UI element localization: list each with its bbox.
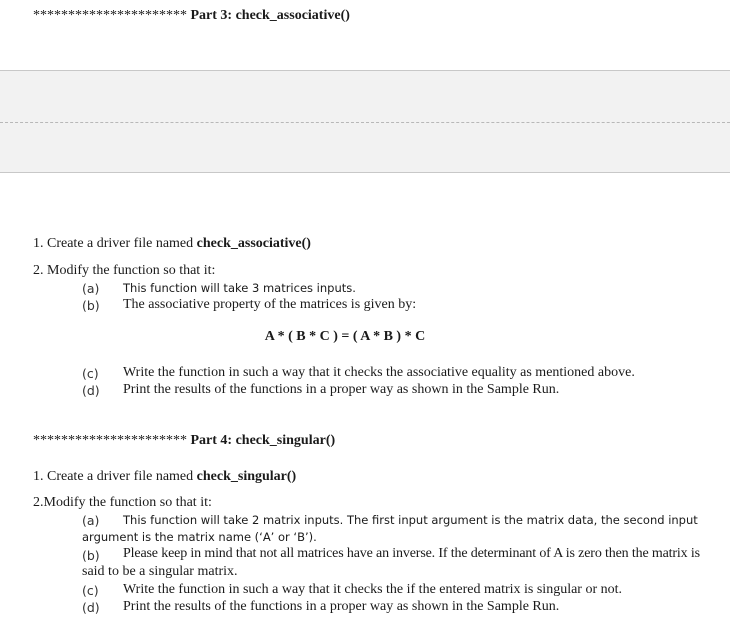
part4-step1-text: 1. Create a driver file named: [33, 469, 197, 484]
part3-item-b-text: The associative property of the matrices is given by:: [123, 297, 417, 312]
part3-item-d-mark: (d): [82, 383, 100, 398]
part4-item-d-mark: (d): [82, 600, 100, 615]
part3-item-b-mark: (b): [82, 298, 100, 313]
part4-item-d-text: Print the results of the functions in a proper way as shown in the Sample Run.: [123, 599, 560, 614]
part4-item-b-mark: (b): [82, 548, 100, 563]
part4-step1-function: check_singular(): [196, 469, 297, 484]
associative-formula: A * ( B * C ) = ( A * B ) * C: [264, 329, 426, 344]
band-divider: [0, 122, 730, 123]
part3-step2: 2. Modify the function so that it:: [33, 263, 216, 278]
part3-step1-text: 1. Create a driver file named: [33, 236, 197, 251]
part3-item-c-mark: (c): [82, 366, 99, 381]
part4-title: Part 4: check_singular(): [190, 433, 336, 448]
part4-item-b-cont: said to be a singular matrix.: [82, 564, 238, 579]
part3-item-a-mark: (a): [82, 281, 100, 296]
part4-item-b-text: Please keep in mind that not all matrices have an inverse. If the determinant of A is zero then the matrix is: [123, 546, 700, 561]
part4-item-a-cont: argument is the matrix name (‘A’ or ‘B’).: [82, 530, 317, 544]
part3-heading: [33, 8, 350, 24]
band-bottom-border: [0, 172, 730, 173]
part3-title: Part 3: check_associative(): [190, 8, 350, 23]
part4-item-a-text: This function will take 2 matrix inputs. The first input argument is the matrix data, the second input: [123, 513, 698, 527]
part4-step2: 2.Modify the function so that it:: [33, 495, 212, 510]
part4-item-c-mark: (c): [82, 583, 99, 598]
part3-item-d-text: Print the results of the functions in a proper way as shown in the Sample Run.: [123, 382, 560, 397]
part4-stars: **********************: [33, 433, 187, 448]
part4-heading: [33, 433, 335, 449]
part3-item-a-text: This function will take 3 matrices inputs.: [123, 281, 356, 295]
part3-step1-function: check_associative(): [196, 236, 311, 251]
part4-item-a-mark: (a): [82, 513, 100, 528]
part3-item-c-text: Write the function in such a way that it checks the associative equality as mentioned above.: [123, 365, 635, 380]
part3-stars: **********************: [33, 8, 187, 23]
part3-step1: [33, 236, 311, 252]
part4-step1: [33, 469, 296, 485]
part4-item-c-text: Write the function in such a way that it checks the if the entered matrix is singular or not.: [123, 582, 623, 597]
